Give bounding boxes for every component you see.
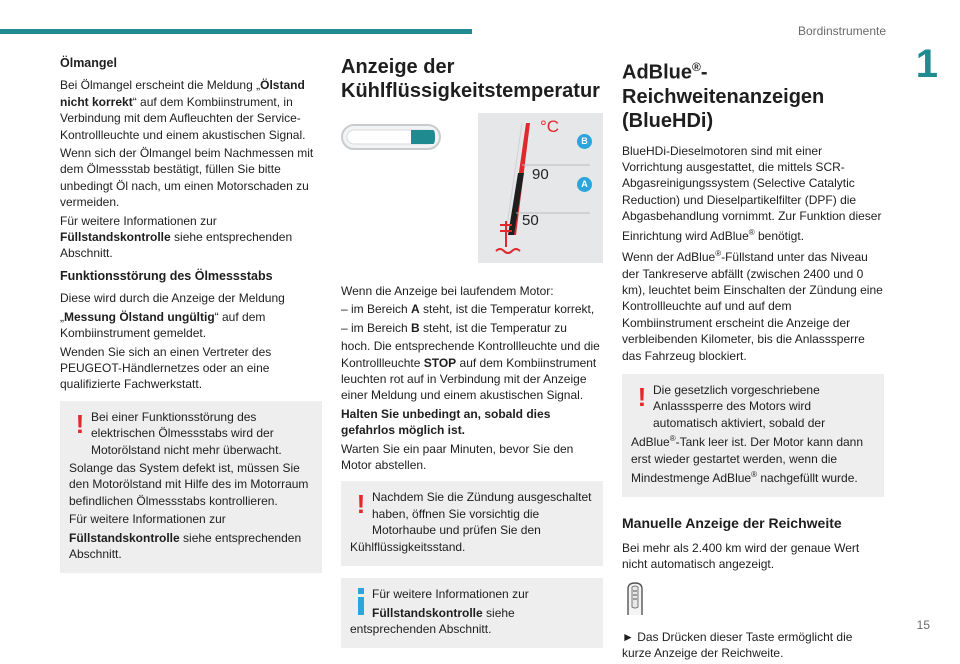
column-adblue xyxy=(622,55,884,664)
column-oil xyxy=(60,55,322,573)
marker-b: B xyxy=(577,134,592,149)
gauge-unit-label: °C xyxy=(540,117,560,136)
paragraph: Diese wird durch die Anzeige der Meldung xyxy=(60,291,285,306)
marker-a: A xyxy=(577,177,592,192)
gauge-thumbnail-icon xyxy=(341,119,441,155)
paragraph: Wenden Sie sich an einen Vertreter des PEUGEOT-Händlernetzes oder an eine qualifizierte Fachwerkstatt. xyxy=(60,344,272,392)
gauge-label-50: 50 xyxy=(522,212,539,229)
paragraph-bold: Halten Sie unbedingt an, sobald dies gefahrlos möglich ist. xyxy=(341,406,551,438)
warning-box: ! Die gesetzlich vorgeschriebene Anlasssperre des Motors wird automatisch aktiviert, sobald der AdBlue®-Tank leer ist. Der Motor kann dann erst wieder gestartet werden, wenn die Mindestmenge AdBlue® nachgefüllt wurde. xyxy=(622,374,884,497)
paragraph: Bei mehr als 2.400 km wird der genaue Wert nicht automatisch angezeigt. xyxy=(622,540,860,572)
warning-box: ! Nachdem Sie die Zündung ausgeschaltet haben, öffnen Sie vorsichtig die Motorhaube und prüfen Sie den Kühlflüssigkeitsstand. xyxy=(341,481,603,566)
list-item: – im Bereich B steht, ist die Temperatur zu xyxy=(341,320,567,335)
heading-manual-range: Manuelle Anzeige der Reichweite xyxy=(622,515,842,532)
page-number: 15 xyxy=(916,618,930,632)
gauge-label-90: 90 xyxy=(532,166,549,183)
warning-icon: ! xyxy=(637,381,647,412)
heading-dipstick-fault: Funktionsstörung des Ölmessstabs xyxy=(60,268,273,283)
warning-icon: ! xyxy=(75,408,85,439)
coolant-gauge-panel xyxy=(478,113,603,263)
paragraph: Bei Ölmangel erscheint die Meldung „Ölstand nicht korrekt“ auf dem Kombiinstrument, in Verbindung mit dem Aufleuchten der Service-Kontrollleuchte und einem akustischen Signal. xyxy=(60,78,306,142)
paragraph: Wenn sich der Ölmangel beim Nachmessen mit dem Ölmessstab bestätigt, füllen Sie bitte unbedingt Öl nach, um einen Motorschaden zu vermeiden. xyxy=(60,146,314,210)
stalk-button-icon xyxy=(622,581,648,617)
header-accent-bar xyxy=(0,29,472,34)
heading-adblue: AdBlue®-Reichweitenanzeigen (BlueHDi) xyxy=(622,60,825,132)
warning-icon: ! xyxy=(356,489,366,520)
heading-coolant-temperature: Anzeige der Kühlflüssigkeitstemperatur xyxy=(341,56,600,102)
paragraph: Warten Sie ein paar Minuten, bevor Sie den Motor abstellen. xyxy=(341,441,574,473)
paragraph: ► Das Drücken dieser Taste ermöglicht die kurze Anzeige der Reichweite. xyxy=(622,630,853,661)
warning-box: ! Bei einer Funktionsstörung des elektrischen Ölmessstabs wird der Motorölstand nicht mehr überwacht. Solange das System defekt ist, müssen Sie den Motorölstand mit Hilfe des im Motorraum befindlichen Ölmessstabs kontrollieren. Für weitere Informationen zur Füllstandskontrolle siehe entsprechenden Abschnitt. xyxy=(60,401,322,574)
column-coolant xyxy=(341,55,603,648)
heading-oil-low: Ölmangel xyxy=(60,56,117,70)
info-icon xyxy=(350,586,372,620)
paragraph: Wenn die Anzeige bei laufendem Motor: xyxy=(341,284,554,298)
paragraph: Für weitere Informationen zur Füllstandskontrolle siehe entsprechenden Abschnitt. xyxy=(60,213,293,261)
paragraph: „Messung Ölstand ungültig“ auf dem Kombiinstrument gemeldet. xyxy=(60,309,266,341)
list-item: – im Bereich A steht, ist die Temperatur korrekt, xyxy=(341,302,595,317)
paragraph: hoch. Die entsprechende Kontrollleuchte und die Kontrollleuchte STOP auf dem Kombiinstrument leuchten rot auf in Verbindung mit der Anzeige einer Meldung und einem akustischen Signal. xyxy=(341,339,600,403)
chapter-number: 1 xyxy=(915,42,938,86)
paragraph: BlueHDi-Dieselmotoren sind mit einer Vorrichtung ausgestattet, die mittels SCR-Abgasreinigungssystem (Selective Catalytic Reduction) und Dieselpartikelfilter (DPF) die Abgasbehandlung vornimmt. Zur Funktion dieser Einrichtung wird AdBlue® benötigt. xyxy=(622,143,882,243)
paragraph: Wenn der AdBlue®-Füllstand unter das Niveau der Tankreserve abfällt (zwischen 2400 und 0 km), leuchtet beim Einschalten der Zündung eine Kontrollleuchte auf und auf dem Kombiinstrument erscheint die Anzeige der verbleibenden Kilometer, bis die Anlasssperre das Fahrzeug blockiert. xyxy=(622,249,883,363)
coolant-gauge-figure xyxy=(341,113,603,273)
info-box: Für weitere Informationen zur Füllstandskontrolle siehe entsprechenden Abschnitt. xyxy=(341,578,603,648)
section-name: Bordinstrumente xyxy=(797,24,886,38)
